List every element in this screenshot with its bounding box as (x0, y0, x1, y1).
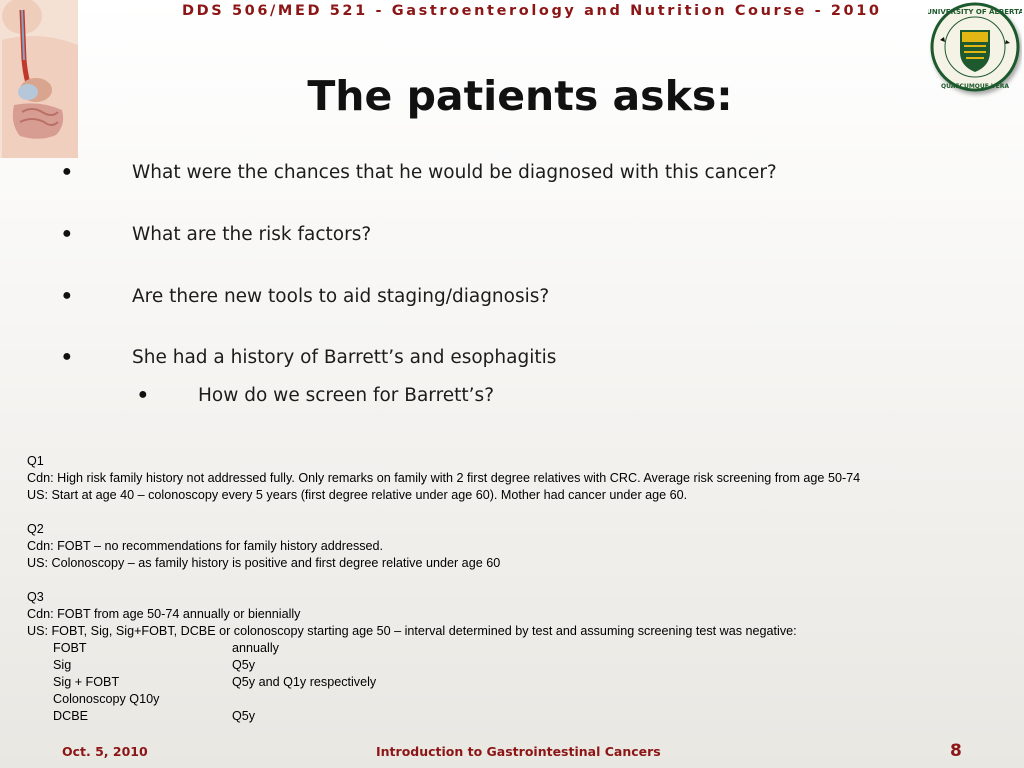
q3-cdn-line: Cdn: FOBT from age 50-74 annually or biennially (27, 607, 301, 621)
screening-test: Colonoscopy Q10y (53, 692, 160, 706)
screening-test: DCBE (53, 709, 88, 723)
q3-label: Q3 (27, 590, 44, 604)
sub-bullet-item (138, 382, 494, 408)
screening-test: Sig (53, 658, 72, 672)
page-number: 8 (950, 741, 962, 761)
bullet-dot: ● (62, 225, 72, 242)
q1-cdn-line: Cdn: High risk family history not addressed fully. Only remarks on family with 2 first degree relatives with CRC. Average risk screening from age 50-74 (27, 471, 861, 485)
q1-us-line: US: Start at age 40 – colonoscopy every 5 years (first degree relative under age 60). Mother had cancer under age 60. (27, 488, 688, 502)
screening-row (27, 657, 1007, 674)
bullet-item (62, 344, 556, 370)
spacer (27, 504, 1007, 521)
bullet-item (62, 221, 371, 247)
svg-text:UNIVERSITY OF ALBERTA: UNIVERSITY OF ALBERTA (928, 8, 1022, 16)
bullet-item (62, 159, 777, 185)
bullet-dot: ● (62, 348, 72, 365)
spacer (27, 572, 1007, 589)
bullet-text: What were the chances that he would be diagnosed with this cancer? (132, 161, 777, 183)
screening-test: Sig + FOBT (53, 675, 120, 689)
university-seal-logo (928, 0, 1022, 98)
sub-bullet-text: How do we screen for Barrett’s? (198, 384, 495, 406)
bullet-text: Are there new tools to aid staging/diagnosis? (132, 285, 550, 307)
screening-test: FOBT (53, 641, 87, 655)
bullet-dot: ● (62, 287, 72, 304)
footer-title: Introduction to Gastrointestinal Cancers (376, 744, 661, 759)
slide-title: The patients asks: (307, 72, 733, 120)
bullet-dot: ● (138, 386, 148, 403)
anatomy-illustration (0, 0, 78, 158)
q2-us-line: US: Colonoscopy – as family history is positive and first degree relative under age 60 (27, 556, 501, 570)
bullet-text: What are the risk factors? (132, 223, 372, 245)
q1-label: Q1 (27, 454, 44, 468)
bullet-text: She had a history of Barrett’s and esophagitis (132, 346, 557, 368)
svg-text:QUAECUMQUE VERA: QUAECUMQUE VERA (941, 83, 1009, 90)
footer-date: Oct. 5, 2010 (62, 744, 148, 759)
q2-cdn-line: Cdn: FOBT – no recommendations for family history addressed. (27, 539, 384, 553)
speaker-notes (27, 453, 1007, 725)
screening-row (27, 674, 1007, 691)
course-header: DDS 506/MED 521 - Gastroenterology and Nutrition Course - 2010 (182, 3, 882, 19)
screening-row (27, 708, 1007, 725)
screening-interval: Q5y (232, 709, 256, 723)
bullet-dot: ● (62, 163, 72, 180)
screening-interval: Q5y and Q1y respectively (232, 675, 377, 689)
q3-us-line: US: FOBT, Sig, Sig+FOBT, DCBE or colonoscopy starting age 50 – interval determined by test and assuming screening test was negative: (27, 624, 797, 638)
screening-row (27, 640, 1007, 657)
screening-interval: Q5y (232, 658, 256, 672)
screening-row (27, 691, 1007, 708)
screening-interval: annually (232, 641, 279, 655)
q2-label: Q2 (27, 522, 44, 536)
bullet-item (62, 283, 549, 309)
